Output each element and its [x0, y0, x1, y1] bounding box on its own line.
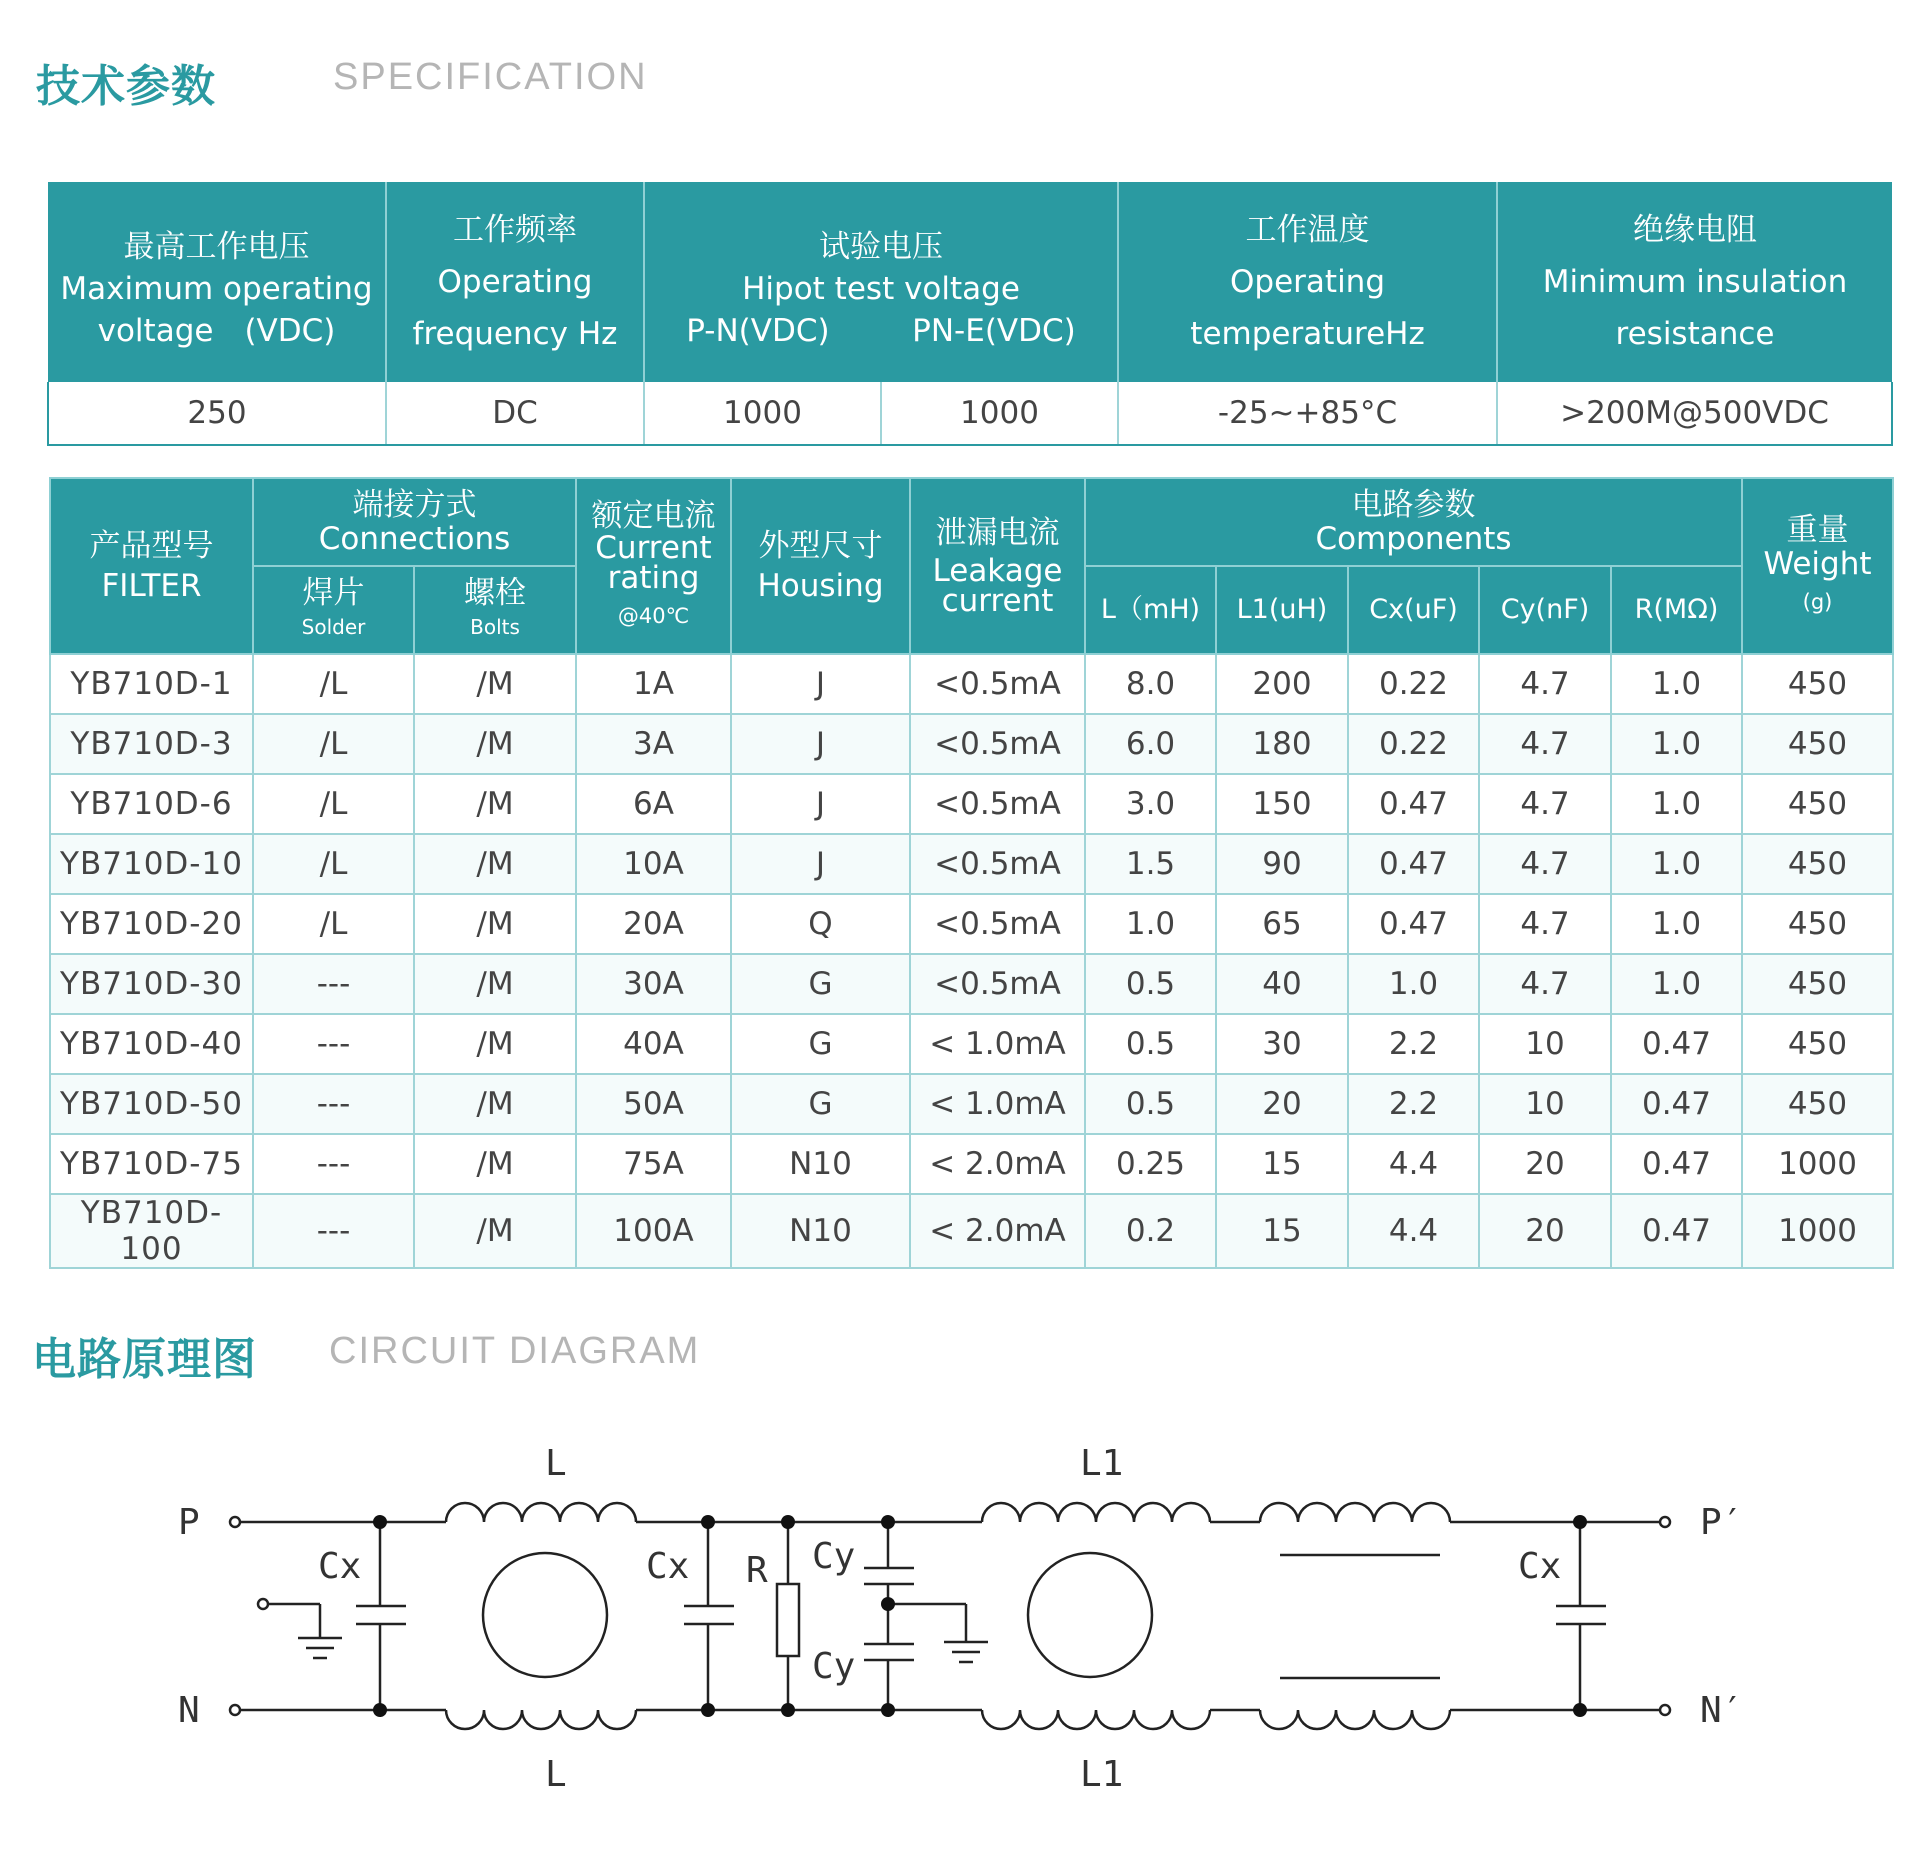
inductor-L-label: L — [545, 1443, 567, 1484]
table-cell: /M — [414, 774, 576, 834]
header-label: @40℃ — [617, 604, 690, 628]
table-cell: /M — [414, 894, 576, 954]
header-label: Weight — [1763, 546, 1872, 582]
table-cell: 4.7 — [1479, 654, 1611, 714]
table-cell: 15 — [1216, 1134, 1348, 1194]
table-cell: 20 — [1216, 1074, 1348, 1134]
table-cell: <0.5mA — [910, 834, 1085, 894]
table-row — [50, 834, 1893, 894]
table-cell: 30 — [1216, 1014, 1348, 1074]
table-row — [50, 714, 1893, 774]
table-cell: 0.47 — [1611, 1134, 1742, 1194]
table-cell: 450 — [1742, 714, 1893, 774]
header-label: Components — [1315, 521, 1512, 557]
inductor-L-top — [446, 1503, 636, 1522]
table-cell: 100A — [576, 1194, 731, 1268]
table-cell: 450 — [1742, 834, 1893, 894]
header-components — [1085, 478, 1742, 566]
table-cell: 1000 — [1742, 1194, 1893, 1268]
header-label: 产品型号 — [89, 528, 214, 564]
table-cell: < 2.0mA — [910, 1194, 1085, 1268]
table-cell: 1.0 — [1611, 834, 1742, 894]
spec-title-en: SPECIFICATION — [333, 56, 648, 98]
spec-header-label: frequency Hz — [412, 316, 618, 352]
table-cell: N10 — [731, 1134, 910, 1194]
table-cell: 10 — [1479, 1014, 1611, 1074]
spec-header-label: resistance — [1615, 316, 1775, 352]
table-cell: 90 — [1216, 834, 1348, 894]
spec-header-label: Minimum insulation — [1542, 264, 1848, 300]
table-cell: --- — [253, 1014, 414, 1074]
cx2-label: Cx — [646, 1546, 690, 1587]
table-cell: 8.0 — [1085, 654, 1216, 714]
table-cell: 0.47 — [1348, 894, 1479, 954]
table-cell: 15 — [1216, 1194, 1348, 1268]
model-cell: YB710D-6 — [50, 774, 253, 834]
table-cell: 4.4 — [1348, 1194, 1479, 1268]
header-label: Current — [595, 530, 712, 566]
spec-header-label: 绝缘电阻 — [1633, 212, 1758, 248]
table-cell: 0.5 — [1085, 1014, 1216, 1074]
header-label: Leakage — [932, 553, 1063, 589]
spec-header-temperature — [1118, 182, 1497, 382]
table-cell: /L — [253, 774, 414, 834]
table-cell: --- — [253, 954, 414, 1014]
spec-header-label: P-N(VDC) — [686, 313, 830, 349]
spec-header-hipot — [644, 182, 1118, 382]
table-cell: N10 — [731, 1194, 910, 1268]
table-cell: 0.22 — [1348, 654, 1479, 714]
model-cell: YB710D-3 — [50, 714, 253, 774]
table-cell: J — [731, 834, 910, 894]
table-cell: < 1.0mA — [910, 1074, 1085, 1134]
spec-value: >200M@500VDC — [1497, 382, 1892, 445]
table-cell: /M — [414, 1074, 576, 1134]
table-cell: <0.5mA — [910, 894, 1085, 954]
header-solder — [253, 566, 414, 654]
spec-title-cn: 技术参数 — [36, 61, 216, 112]
header-R: R(MΩ) — [1611, 566, 1742, 654]
table-cell: 4.7 — [1479, 894, 1611, 954]
header-housing — [731, 478, 910, 654]
table-cell: G — [731, 954, 910, 1014]
table-cell: 6.0 — [1085, 714, 1216, 774]
cx3-label: Cx — [1518, 1546, 1562, 1587]
cy1-label: Cy — [812, 1536, 856, 1577]
table-cell: 0.47 — [1611, 1194, 1742, 1268]
table-row — [50, 774, 1893, 834]
model-cell: YB710D-30 — [50, 954, 253, 1014]
table-cell: 1A — [576, 654, 731, 714]
table-cell: 180 — [1216, 714, 1348, 774]
table-cell: 200 — [1216, 654, 1348, 714]
header-label: 焊片 — [302, 575, 365, 611]
terminal-N-label: N — [178, 1690, 200, 1731]
model-cell: YB710D-10 — [50, 834, 253, 894]
table-row — [50, 954, 1893, 1014]
table-cell: J — [731, 774, 910, 834]
header-label: 端接方式 — [352, 487, 477, 523]
spec-header-label: temperatureHz — [1190, 316, 1425, 352]
spec-table — [47, 182, 1893, 446]
table-cell: 20A — [576, 894, 731, 954]
header-label: Housing — [757, 568, 884, 604]
table-cell: < 2.0mA — [910, 1134, 1085, 1194]
table-cell: 0.47 — [1348, 834, 1479, 894]
table-cell: 1.0 — [1611, 714, 1742, 774]
spec-header-label: PN-E(VDC) — [912, 313, 1076, 349]
spec-header-label: 工作温度 — [1245, 212, 1370, 248]
header-L1: L1(uH) — [1216, 566, 1348, 654]
table-cell: 450 — [1742, 654, 1893, 714]
table-cell: /M — [414, 834, 576, 894]
table-cell: 75A — [576, 1134, 731, 1194]
header-Cy: Cy(nF) — [1479, 566, 1611, 654]
header-label: 外型尺寸 — [758, 528, 883, 564]
table-cell: J — [731, 714, 910, 774]
model-cell: YB710D-1 — [50, 654, 253, 714]
spec-header-label: Operating — [1230, 264, 1386, 300]
inductor-L1-bottom — [982, 1710, 1210, 1729]
spec-value: 1000 — [644, 382, 881, 445]
table-row — [50, 1014, 1893, 1074]
circuit-title-en: CIRCUIT DIAGRAM — [329, 1330, 701, 1372]
inductor-L1-top — [982, 1503, 1210, 1522]
table-cell: 3A — [576, 714, 731, 774]
table-cell: 1.0 — [1611, 774, 1742, 834]
inductor-L1-label: L1 — [1080, 1443, 1124, 1484]
table-cell: G — [731, 1074, 910, 1134]
table-row — [50, 1074, 1893, 1134]
spec-value: 250 — [48, 382, 386, 445]
model-cell: YB710D-100 — [50, 1194, 253, 1268]
spec-header-insulation — [1497, 182, 1892, 382]
spec-header-label: 最高工作电压 — [123, 229, 310, 265]
table-cell: 0.47 — [1611, 1074, 1742, 1134]
spec-header-label: 工作频率 — [453, 212, 577, 248]
table-cell: 2.2 — [1348, 1074, 1479, 1134]
spec-header-label: voltage (VDC) — [97, 313, 336, 349]
header-label: 额定电流 — [591, 498, 716, 534]
table-cell: 450 — [1742, 954, 1893, 1014]
header-bolts — [414, 566, 576, 654]
header-Cx: Cx(uF) — [1348, 566, 1479, 654]
table-cell: 0.2 — [1085, 1194, 1216, 1268]
table-cell: 6A — [576, 774, 731, 834]
spec-header-label: Hipot test voltage — [742, 271, 1020, 307]
spec-header-frequency — [386, 182, 644, 382]
table-cell: /M — [414, 1014, 576, 1074]
table-cell: /M — [414, 1134, 576, 1194]
table-cell: 1.0 — [1611, 954, 1742, 1014]
spec-values-row — [48, 382, 1892, 445]
inductor-L1b-top — [1260, 1503, 1450, 1522]
model-cell: YB710D-75 — [50, 1134, 253, 1194]
header-label: Bolts — [470, 615, 520, 639]
inductor-L-label-bottom: L — [545, 1754, 567, 1795]
table-cell: 3.0 — [1085, 774, 1216, 834]
circuit-diagram — [0, 1420, 1920, 1820]
model-cell: YB710D-40 — [50, 1014, 253, 1074]
table-cell: Q — [731, 894, 910, 954]
table-cell: --- — [253, 1134, 414, 1194]
spec-header-hipot-sub — [645, 310, 1117, 352]
table-cell: /M — [414, 714, 576, 774]
table-cell: 0.25 — [1085, 1134, 1216, 1194]
table-cell: /M — [414, 654, 576, 714]
table-cell: 1.0 — [1348, 954, 1479, 1014]
table-cell: 20 — [1479, 1194, 1611, 1268]
table-cell: 4.4 — [1348, 1134, 1479, 1194]
table-cell: 1000 — [1742, 1134, 1893, 1194]
table-row — [50, 1134, 1893, 1194]
table-cell: < 1.0mA — [910, 1014, 1085, 1074]
product-table-body — [50, 654, 1893, 1268]
header-label: Solder — [301, 615, 366, 639]
header-leakage — [910, 478, 1085, 654]
header-label: 重量 — [1786, 512, 1849, 548]
table-cell: 150 — [1216, 774, 1348, 834]
header-current — [576, 478, 731, 654]
table-cell: /L — [253, 654, 414, 714]
table-cell: --- — [253, 1074, 414, 1134]
circuit-title-cn: 电路原理图 — [32, 1334, 257, 1385]
table-cell: 450 — [1742, 894, 1893, 954]
cy2-label: Cy — [812, 1646, 856, 1687]
spec-value: 1000 — [881, 382, 1118, 445]
table-cell: 4.7 — [1479, 834, 1611, 894]
table-cell: /L — [253, 894, 414, 954]
table-cell: 2.2 — [1348, 1014, 1479, 1074]
table-cell: /L — [253, 714, 414, 774]
table-cell: 0.47 — [1611, 1014, 1742, 1074]
header-label: (g) — [1802, 590, 1833, 614]
header-label: 泄漏电流 — [935, 515, 1060, 551]
header-L: L（mH) — [1085, 566, 1216, 654]
table-cell: 40A — [576, 1014, 731, 1074]
model-cell: YB710D-20 — [50, 894, 253, 954]
table-cell: --- — [253, 1194, 414, 1268]
table-cell: 450 — [1742, 774, 1893, 834]
header-label: 螺栓 — [464, 575, 526, 611]
table-cell: 1.5 — [1085, 834, 1216, 894]
table-cell: 4.7 — [1479, 714, 1611, 774]
table-cell: <0.5mA — [910, 774, 1085, 834]
table-cell: J — [731, 654, 910, 714]
table-cell: 0.5 — [1085, 1074, 1216, 1134]
table-cell: /L — [253, 834, 414, 894]
header-label: Connections — [318, 521, 511, 557]
spec-header-label: 试验电压 — [819, 229, 943, 265]
table-cell: 450 — [1742, 1074, 1893, 1134]
table-cell: 4.7 — [1479, 774, 1611, 834]
spec-header-max-voltage — [48, 182, 386, 382]
table-cell: 30A — [576, 954, 731, 1014]
table-cell: 0.5 — [1085, 954, 1216, 1014]
header-label: rating — [607, 560, 700, 596]
table-cell: 4.7 — [1479, 954, 1611, 1014]
table-cell: 1.0 — [1611, 894, 1742, 954]
model-cell: YB710D-50 — [50, 1074, 253, 1134]
spec-value: -25~+85°C — [1118, 382, 1497, 445]
table-cell: 50A — [576, 1074, 731, 1134]
header-label: FILTER — [101, 568, 202, 604]
table-row — [50, 654, 1893, 714]
terminal-N2-label: N′ — [1700, 1690, 1744, 1731]
header-weight — [1742, 478, 1893, 654]
core-L — [483, 1553, 607, 1677]
resistor-label: R — [746, 1550, 768, 1591]
table-cell: 450 — [1742, 1014, 1893, 1074]
core-L1 — [1028, 1553, 1152, 1677]
inductor-L1b-bottom — [1260, 1710, 1450, 1729]
header-label: 电路参数 — [1351, 487, 1476, 523]
header-label: current — [941, 583, 1054, 619]
terminal-P-label: P — [178, 1502, 200, 1543]
table-cell: 65 — [1216, 894, 1348, 954]
inductor-L-bottom — [446, 1710, 636, 1729]
table-cell: 10A — [576, 834, 731, 894]
table-cell: <0.5mA — [910, 954, 1085, 1014]
table-cell: 20 — [1479, 1134, 1611, 1194]
table-cell: 1.0 — [1611, 654, 1742, 714]
table-cell: 40 — [1216, 954, 1348, 1014]
inductor-L1-label-bottom: L1 — [1080, 1754, 1124, 1795]
table-cell: 10 — [1479, 1074, 1611, 1134]
header-connections — [253, 478, 576, 566]
table-cell: 1.0 — [1085, 894, 1216, 954]
table-cell: /M — [414, 954, 576, 1014]
table-row — [50, 894, 1893, 954]
product-table — [49, 477, 1894, 1269]
terminal-P2-label: P′ — [1700, 1502, 1744, 1543]
table-row — [50, 1194, 1893, 1268]
table-cell: 0.47 — [1348, 774, 1479, 834]
spec-value: DC — [386, 382, 644, 445]
spec-header-label: Maximum operating — [60, 271, 373, 307]
spec-header-label: Operating — [437, 264, 593, 300]
table-cell: G — [731, 1014, 910, 1074]
table-cell: <0.5mA — [910, 714, 1085, 774]
table-cell: 0.22 — [1348, 714, 1479, 774]
table-cell: <0.5mA — [910, 654, 1085, 714]
cx1-label: Cx — [318, 1546, 362, 1587]
header-model — [50, 478, 253, 654]
table-cell: /M — [414, 1194, 576, 1268]
